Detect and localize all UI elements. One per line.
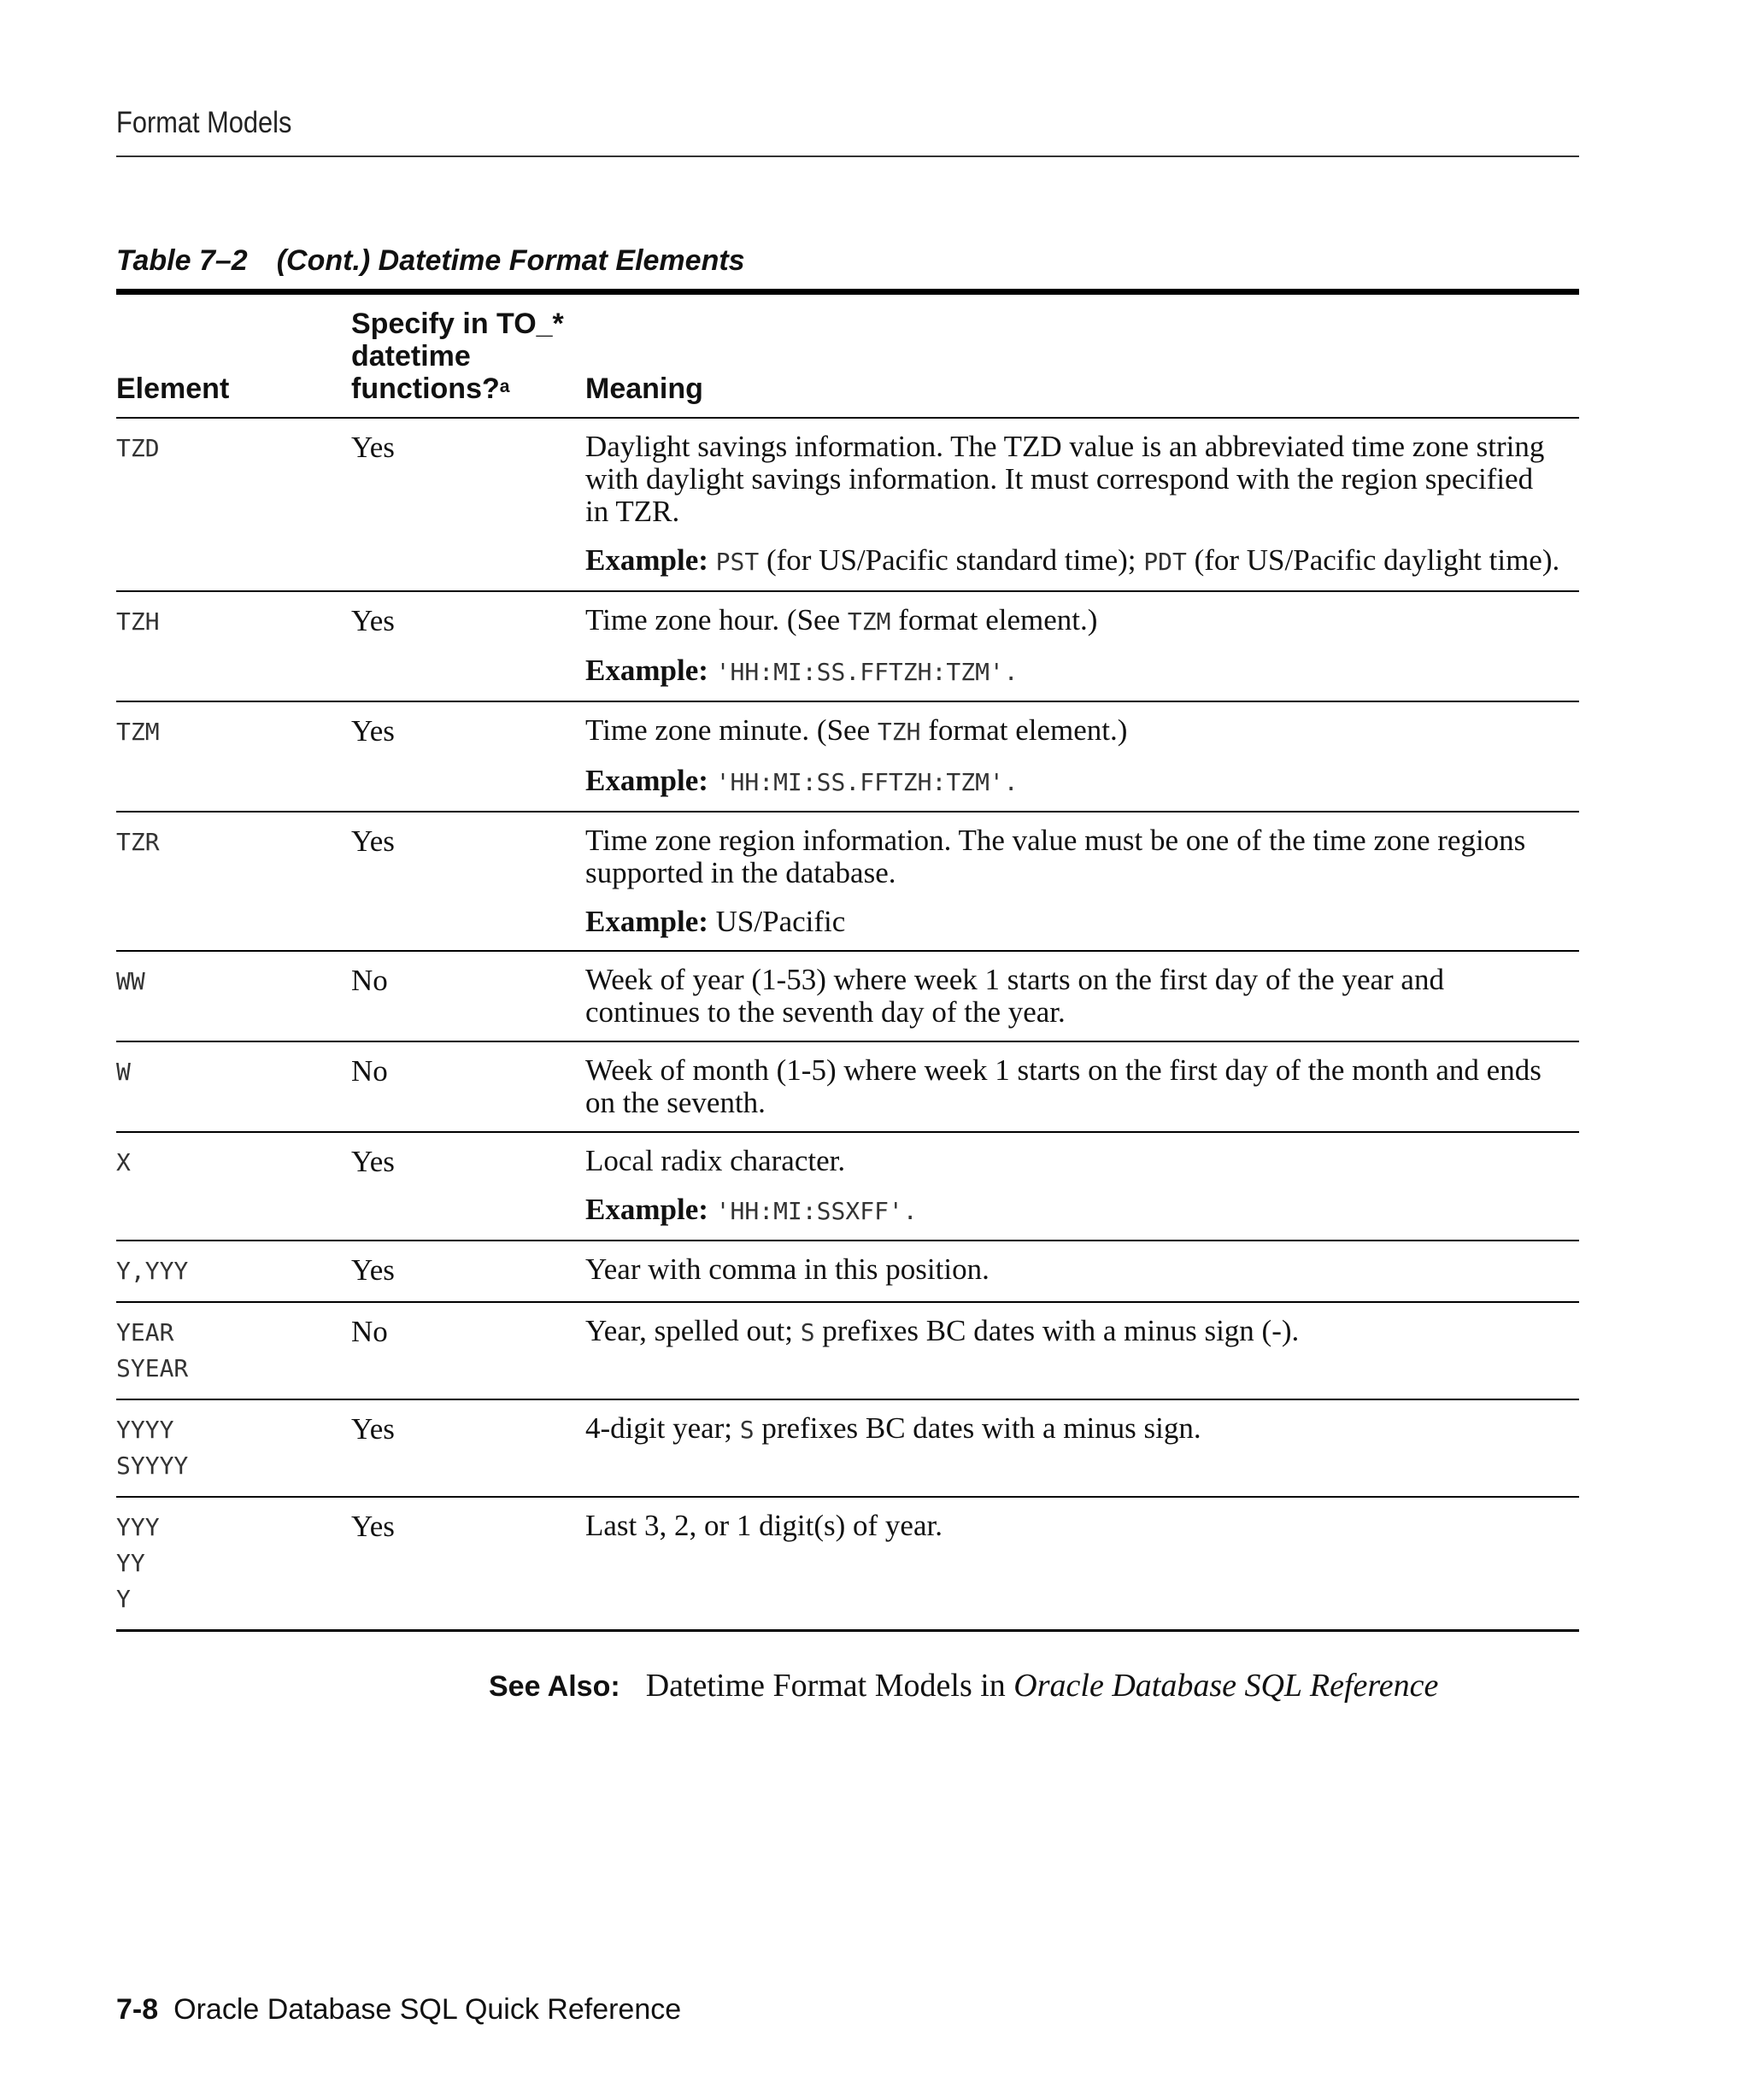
column-header-meaning: Meaning xyxy=(585,372,703,405)
element-cell: YEAR SYEAR xyxy=(116,1318,189,1382)
see-also-label: See Also: xyxy=(489,1670,620,1703)
element-cell: TZM xyxy=(116,718,160,746)
see-also-note xyxy=(489,1666,1471,1712)
meaning-cell: Year, spelled out; S prefixes BC dates with a minus sign (-). xyxy=(585,1314,1300,1347)
element-cell: YYYY SYYYY xyxy=(116,1416,189,1480)
table-row xyxy=(116,702,1579,812)
specify-cell: Yes xyxy=(351,1510,395,1543)
meaning-cell: Last 3, 2, or 1 digit(s) of year. xyxy=(585,1509,943,1542)
specify-cell: Yes xyxy=(351,1145,395,1178)
example: Example: 'HH:MI:SS.FFTZH:TZM'. xyxy=(585,764,1019,797)
element-cell: TZH xyxy=(116,607,160,636)
page-footer xyxy=(116,1993,681,2027)
see-also-book-link[interactable]: Oracle Database SQL Reference xyxy=(1013,1668,1439,1704)
table-row xyxy=(116,1400,1579,1498)
table-title: (Cont.) Datetime Format Elements xyxy=(276,244,745,277)
footer-book-title: Oracle Database SQL Quick Reference xyxy=(173,1993,682,2026)
header-rule xyxy=(116,155,1579,157)
example: Example: 'HH:MI:SS.FFTZH:TZM'. xyxy=(585,654,1019,687)
element-cell: YYY YY Y xyxy=(116,1513,160,1613)
specify-cell: Yes xyxy=(351,824,395,858)
column-header-specify: Specify in TO_* datetime functions?$^a$ xyxy=(351,308,564,405)
element-cell: WW xyxy=(116,967,145,995)
example: Example: 'HH:MI:SSXFF'. xyxy=(585,1193,918,1226)
specify-cell: No xyxy=(351,1054,388,1088)
element-cell: TZR xyxy=(116,828,160,856)
datetime-format-table xyxy=(116,289,1579,1632)
meaning-cell: Daylight savings information. The TZD value is an abbreviated time zone string with daylight savings information. It must correspond with the region specified in TZR. Example: PST (for US/Pacific standard time); PDT (for US/Pacific daylight time). xyxy=(585,431,1579,578)
running-header: Format Models xyxy=(116,106,292,139)
table-row xyxy=(116,1303,1579,1400)
specify-cell: No xyxy=(351,1315,388,1348)
table-row xyxy=(116,952,1579,1042)
table-row xyxy=(116,1133,1579,1241)
element-cell: Y,YYY xyxy=(116,1257,189,1285)
table-row xyxy=(116,812,1579,952)
specify-cell: Yes xyxy=(351,714,395,748)
example: Example: US/Pacific xyxy=(585,905,846,938)
meaning-cell: Week of month (1-5) where week 1 starts on the first day of the month and ends on the seventh. xyxy=(585,1053,1542,1119)
footnote-marker: a xyxy=(499,377,510,396)
meaning-cell: Year with comma in this position. xyxy=(585,1252,990,1286)
table-row xyxy=(116,1498,1579,1632)
column-header-element: Element xyxy=(116,372,230,405)
table-row xyxy=(116,1241,1579,1303)
meaning-cell: Time zone minute. (See TZH format element.) Example: 'HH:MI:SS.FFTZH:TZM'. xyxy=(585,714,1579,799)
page-number: 7-8 xyxy=(116,1993,159,2026)
specify-cell: No xyxy=(351,964,388,997)
meaning-cell: 4-digit year; S prefixes BC dates with a minus sign. xyxy=(585,1411,1201,1445)
meaning-cell: Week of year (1-53) where week 1 starts on the first day of the year and continues to the seventh day of the year. xyxy=(585,963,1444,1029)
table-row xyxy=(116,592,1579,702)
table-number: Table 7–2 xyxy=(116,244,248,277)
table-header-row xyxy=(116,295,1579,419)
meaning-cell: Time zone hour. (See TZM format element.) Example: 'HH:MI:SS.FFTZH:TZM'. xyxy=(585,604,1579,689)
meaning-cell: Time zone region information. The value must be one of the time zone regions supported in the database. Example: US/Pacific xyxy=(585,824,1579,938)
table-row xyxy=(116,419,1579,592)
specify-cell: Yes xyxy=(351,1412,395,1446)
table-row xyxy=(116,1042,1579,1133)
table-caption xyxy=(116,244,745,278)
specify-cell: Yes xyxy=(351,431,395,464)
meaning-cell: Local radix character. Example: 'HH:MI:SSXFF'. xyxy=(585,1145,1579,1228)
element-cell: W xyxy=(116,1058,131,1086)
see-also-text: Datetime Format Models in Oracle Database SQL Reference xyxy=(645,1668,1439,1704)
element-cell: X xyxy=(116,1148,131,1176)
example: Example: PST (for US/Pacific standard time); PDT (for US/Pacific daylight time). xyxy=(585,543,1560,577)
specify-cell: Yes xyxy=(351,604,395,637)
specify-cell: Yes xyxy=(351,1253,395,1287)
element-cell: TZD xyxy=(116,434,160,462)
